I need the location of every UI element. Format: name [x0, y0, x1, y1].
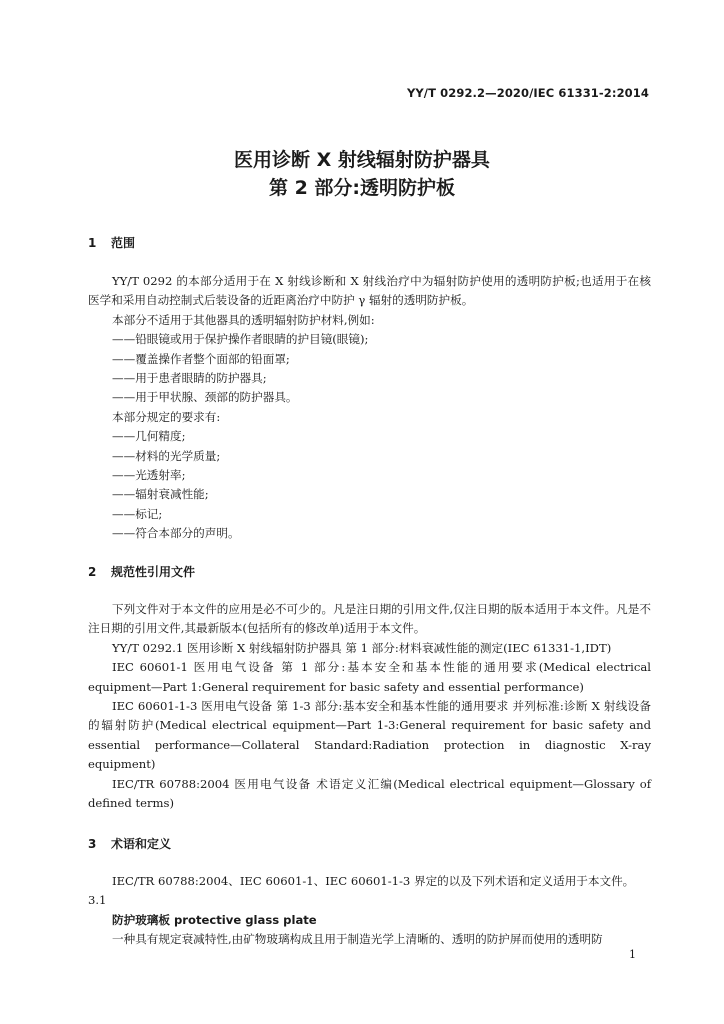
clause-number: 3.1 — [88, 893, 107, 908]
reference-entry: IEC 60601-1-3 医用电气设备 第 1-3 部分:基本安全和基本性能的通用要求 并列标准:诊断 X 射线设备的辐射防护(Medical electrical equipment—Part 1-3:General requirement for basic safety and essential performance—Collateral Standard:Radiation protection in diagnostic X-ray equipment) — [88, 699, 651, 772]
list-item: ——辐射衰减性能; — [112, 487, 209, 502]
references-intro: 下列文件对于本文件的应用是必不可少的。凡是注日期的引用文件,仅注日期的版本适用于本文件。凡是不注日期的引用文件,其最新版本(包括所有的修改单)适用于本文件。 — [88, 602, 651, 636]
list-item: ——符合本部分的声明。 — [112, 526, 240, 541]
section-number: 1 — [88, 236, 97, 250]
section-2-heading — [88, 564, 195, 580]
section-2-body — [88, 600, 651, 813]
reference-entry: YY/T 0292.1 医用诊断 X 射线辐射防护器具 第 1 部分:材料衰减性能的测定(IEC 61331-1,IDT) — [112, 640, 612, 655]
document-title-line1: 医用诊断 X 射线辐射防护器具 — [234, 149, 490, 171]
list-item: ——标记; — [112, 506, 163, 521]
section-title: 术语和定义 — [111, 837, 172, 851]
list-item: ——几何精度; — [112, 429, 186, 444]
section-3-body — [88, 872, 651, 950]
section-3-heading — [88, 836, 171, 852]
list-item: ——用于甲状腺、颈部的防护器具。 — [112, 390, 298, 405]
term-entry: 防护玻璃板 protective glass plate — [112, 912, 317, 927]
document-title-line2: 第 2 部分:透明防护板 — [268, 177, 456, 199]
list-item: ——光透射率; — [112, 468, 186, 483]
section-number: 3 — [88, 837, 97, 851]
list-item: ——用于患者眼睛的防护器具; — [112, 371, 267, 386]
list-item: ——铅眼镜或用于保护操作者眼睛的护目镜(眼镜); — [112, 332, 369, 347]
reference-entry: IEC 60601-1 医用电气设备 第 1 部分:基本安全和基本性能的通用要求(Medical electrical equipment—Part 1:General requirement for basic safety and essential performance) — [88, 660, 651, 694]
reference-entry: IEC/TR 60788:2004 医用电气设备 术语定义汇编(Medical electrical equipment—Glossary of defined terms) — [88, 776, 651, 811]
standard-number: YY/T 0292.2—2020/IEC 61331-2:2014 — [406, 86, 649, 100]
scope-paragraph: YY/T 0292 的本部分适用于在 X 射线诊断和 X 射线治疗中为辐射防护使用的透明防护板;也适用于在核医学和采用自动控制式后装设备的近距离治疗中防护 γ 辐射的透明防护板。 — [88, 274, 651, 308]
section-number: 2 — [88, 565, 97, 579]
requirements-intro: 本部分规定的要求有: — [112, 409, 221, 424]
page-number: 1 — [629, 948, 636, 961]
term-definition: 一种具有规定衰减特性,由矿物玻璃构成且用于制造光学上清晰的、透明的防护屏而使用的透明防 — [112, 932, 603, 947]
terms-intro: IEC/TR 60788:2004、IEC 60601-1、IEC 60601-1-3 界定的以及下列术语和定义适用于本文件。 — [112, 874, 635, 888]
section-title: 规范性引用文件 — [111, 565, 196, 579]
list-item: ——覆盖操作者整个面部的铅面罩; — [112, 351, 290, 366]
section-1-body — [88, 272, 651, 544]
section-title: 范围 — [111, 236, 136, 250]
section-1-heading — [88, 235, 135, 251]
exclusion-intro: 本部分不适用于其他器具的透明辐射防护材料,例如: — [112, 312, 375, 327]
list-item: ——材料的光学质量; — [112, 448, 221, 463]
